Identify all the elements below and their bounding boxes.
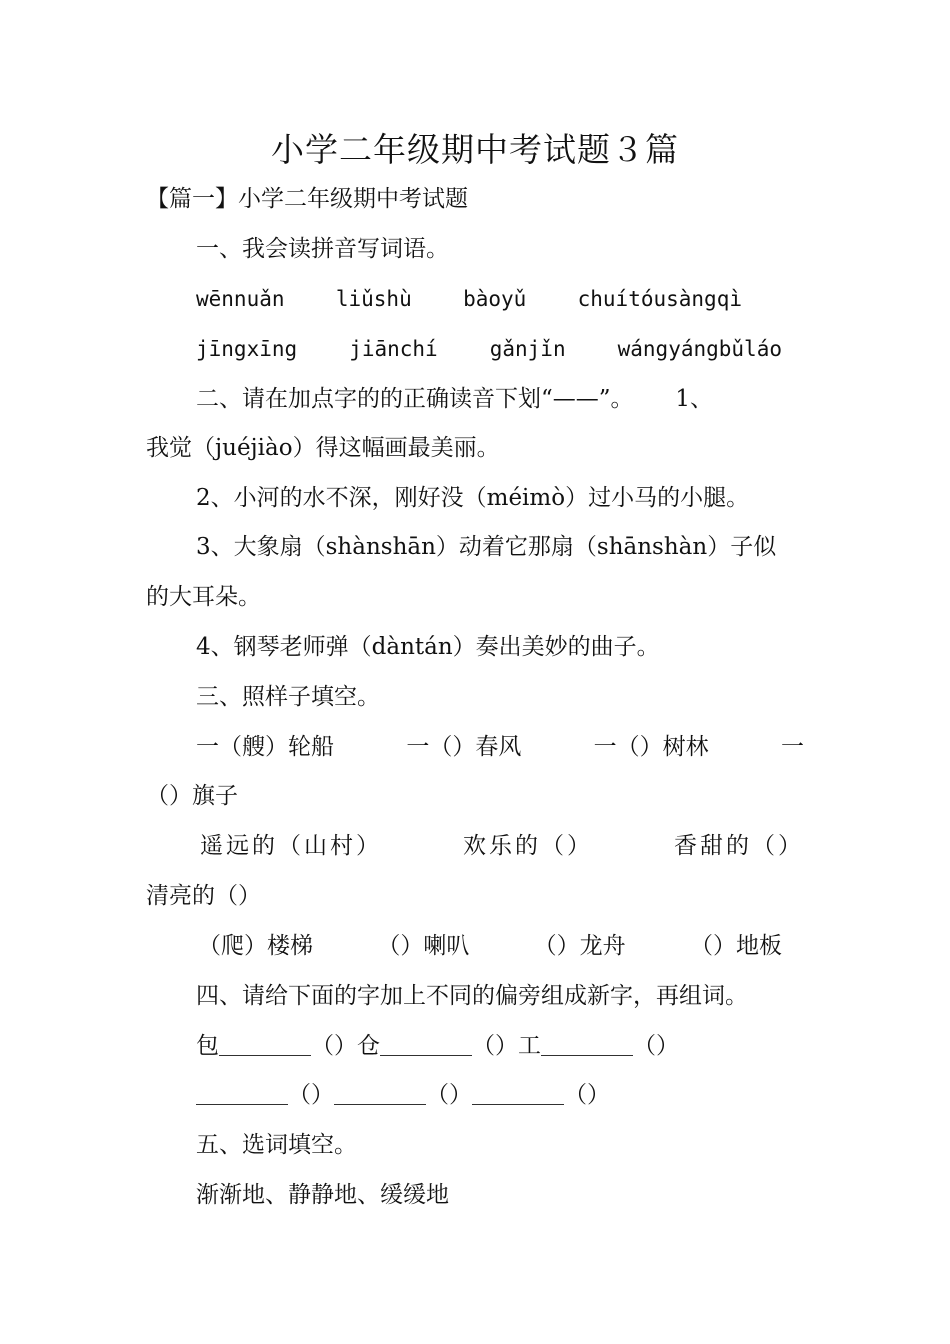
q3-row-1-continued: （）旗子 bbox=[146, 783, 238, 809]
pinyin-word: chuítóusàngqì bbox=[577, 287, 742, 311]
q2-heading: 二、请在加点字的的正确读音下划“——”。 1、 bbox=[196, 386, 713, 412]
fill-item: 一（艘）轮船 bbox=[196, 734, 334, 760]
section-heading: 【篇一】小学二年级期中考试题 bbox=[146, 186, 468, 212]
fill-item: （）喇叭 bbox=[377, 933, 470, 959]
q4-heading: 四、请给下面的字加上不同的偏旁组成新字，再组词。 bbox=[196, 983, 748, 1009]
q2-item-3-line-2: 的大耳朵。 bbox=[146, 584, 261, 610]
q2-item-4: 4、钢琴老师弹（dàntán）奏出美妙的曲子。 bbox=[196, 634, 660, 660]
pinyin-word: gǎnjǐn bbox=[489, 337, 566, 361]
q2-item-2: 2、小河的水不深，刚好没（méimò）过小马的小腿。 bbox=[196, 485, 750, 511]
q1-pinyin-row-2 bbox=[196, 332, 782, 366]
pinyin-word: jīngxīng bbox=[196, 337, 298, 361]
q3-row-1 bbox=[196, 730, 804, 764]
fill-item: （爬）楼梯 bbox=[198, 933, 313, 959]
pinyin-word: bàoyǔ bbox=[463, 287, 527, 311]
pinyin-word: wángyángbǔláo bbox=[617, 337, 782, 361]
fill-item: 一 bbox=[780, 734, 804, 760]
pinyin-word: jiānchí bbox=[349, 337, 438, 361]
fill-item: 香甜的（） bbox=[674, 833, 804, 859]
fill-item: （）地板 bbox=[689, 933, 782, 959]
q4-row-1: 包＿＿＿＿（）仓＿＿＿＿（）工＿＿＿＿（） bbox=[196, 1033, 679, 1059]
q3-row-3 bbox=[198, 929, 782, 963]
fill-item: 欢乐的（） bbox=[463, 833, 593, 859]
fill-item: 一（）春风 bbox=[406, 734, 522, 760]
q5-word-choices: 渐渐地、静静地、缓缓地 bbox=[196, 1182, 449, 1208]
q3-heading: 三、照样子填空。 bbox=[196, 684, 380, 710]
q2-item-3-line-1: 3、大象扇（shànshān）动着它那扇（shānshàn）子似 bbox=[196, 534, 777, 560]
q3-row-2 bbox=[200, 829, 804, 863]
fill-item: （）龙舟 bbox=[533, 933, 626, 959]
q2-item-1: 我觉（juéjiào）得这幅画最美丽。 bbox=[146, 435, 500, 461]
fill-item: 一（）树林 bbox=[593, 734, 709, 760]
fill-item: 遥远的（山村） bbox=[200, 833, 382, 859]
q4-row-2: ＿＿＿＿（）＿＿＿＿（）＿＿＿＿（） bbox=[196, 1082, 610, 1108]
pinyin-word: wēnnuǎn bbox=[196, 287, 285, 311]
document-title: 小学二年级期中考试题３篇 bbox=[271, 130, 679, 169]
q5-heading: 五、选词填空。 bbox=[196, 1132, 357, 1158]
pinyin-word: liǔshù bbox=[335, 287, 412, 311]
q1-pinyin-row-1 bbox=[196, 282, 742, 316]
q3-row-2-continued: 清亮的（） bbox=[146, 883, 261, 909]
q1-heading: 一、我会读拼音写词语。 bbox=[196, 236, 449, 262]
